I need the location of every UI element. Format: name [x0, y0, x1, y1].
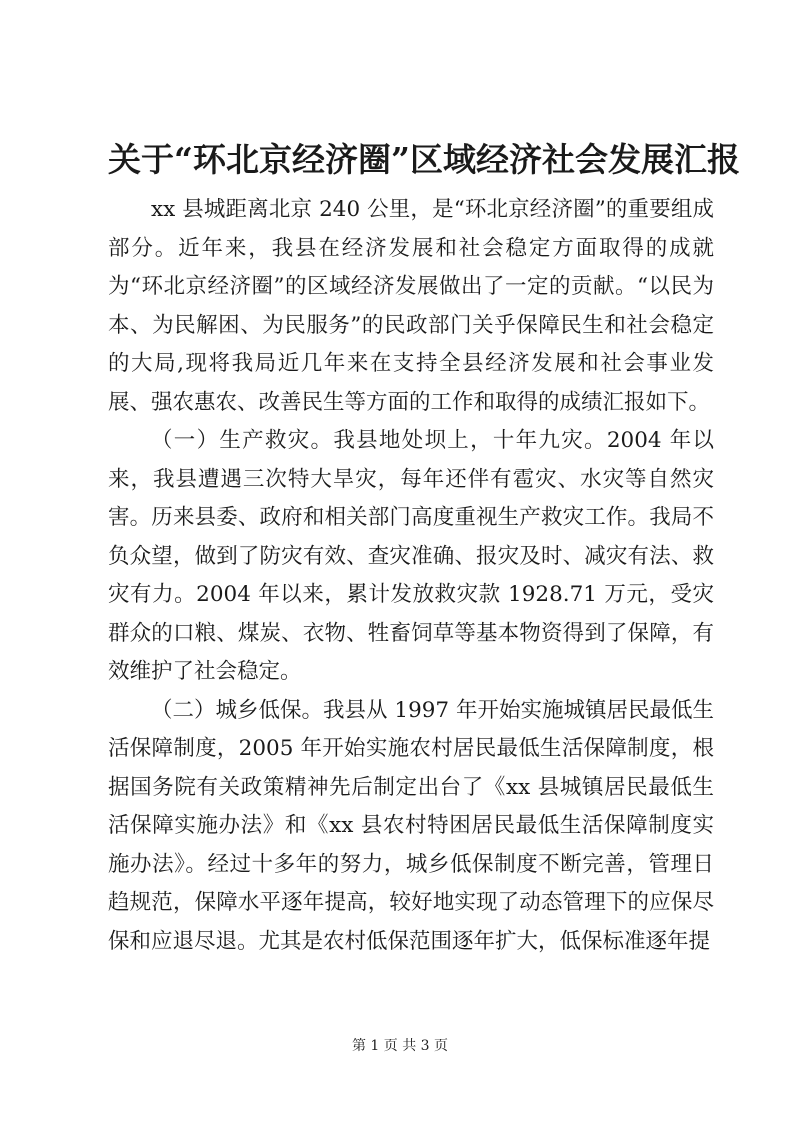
paragraph-disaster-relief: （一）生产救灾。我县地处坝上，十年九灾。2004 年以来，我县遭遇三次特大旱灾，每年还伴有雹灾、水灾等自然灾害。历来县委、政府和相关部门高度重视生产救灾工作。我局不负众望，做到了防灾有效、查灾准确、报灾及时、减灾有法、救灾有力。2004 年以来，累计发放救灾款 1928.71 万元，受灾群众的口粮、煤炭、衣物、牲畜饲草等基本物资得到了保障，有效维护了社会稳定。 — [108, 428, 714, 684]
paragraph-intro: xx 县城距离北京 240 公里，是“环北京经济圈”的重要组成部分。近年来，我县在经济发展和社会稳定方面取得的成就为“环北京经济圈”的区域经济发展做出了一定的贡献。“以民为本、为民解困、为民服务”的民政部门关乎保障民生和社会稳定的大局,现将我局近几年来在支持全县经济发展和社会事业发展、强农惠农、改善民生等方面的工作和取得的成绩汇报如下。 — [108, 197, 714, 415]
page-number-footer: 第 1 页 共 3 页 — [351, 1038, 449, 1054]
document-title: 关于“环北京经济圈”区域经济社会发展汇报 — [108, 140, 740, 179]
document-body — [108, 191, 714, 961]
paragraph-minimum-living-security: （二）城乡低保。我县从 1997 年开始实施城镇居民最低生活保障制度，2005 年开始实施农村居民最低生活保障制度，根据国务院有关政策精神先后制定出台了《xx 县城镇居民最低生活保障实施办法》和《xx 县农村特困居民最低生活保障制度实施办法》。经过十多年的努力，城乡低保制度不断完善，管理日趋规范，保障水平逐年提高，较好地实现了动态管理下的应保尽保和应退尽退。尤其是农村低保范围逐年扩大，低保标准逐年提 — [108, 697, 714, 954]
